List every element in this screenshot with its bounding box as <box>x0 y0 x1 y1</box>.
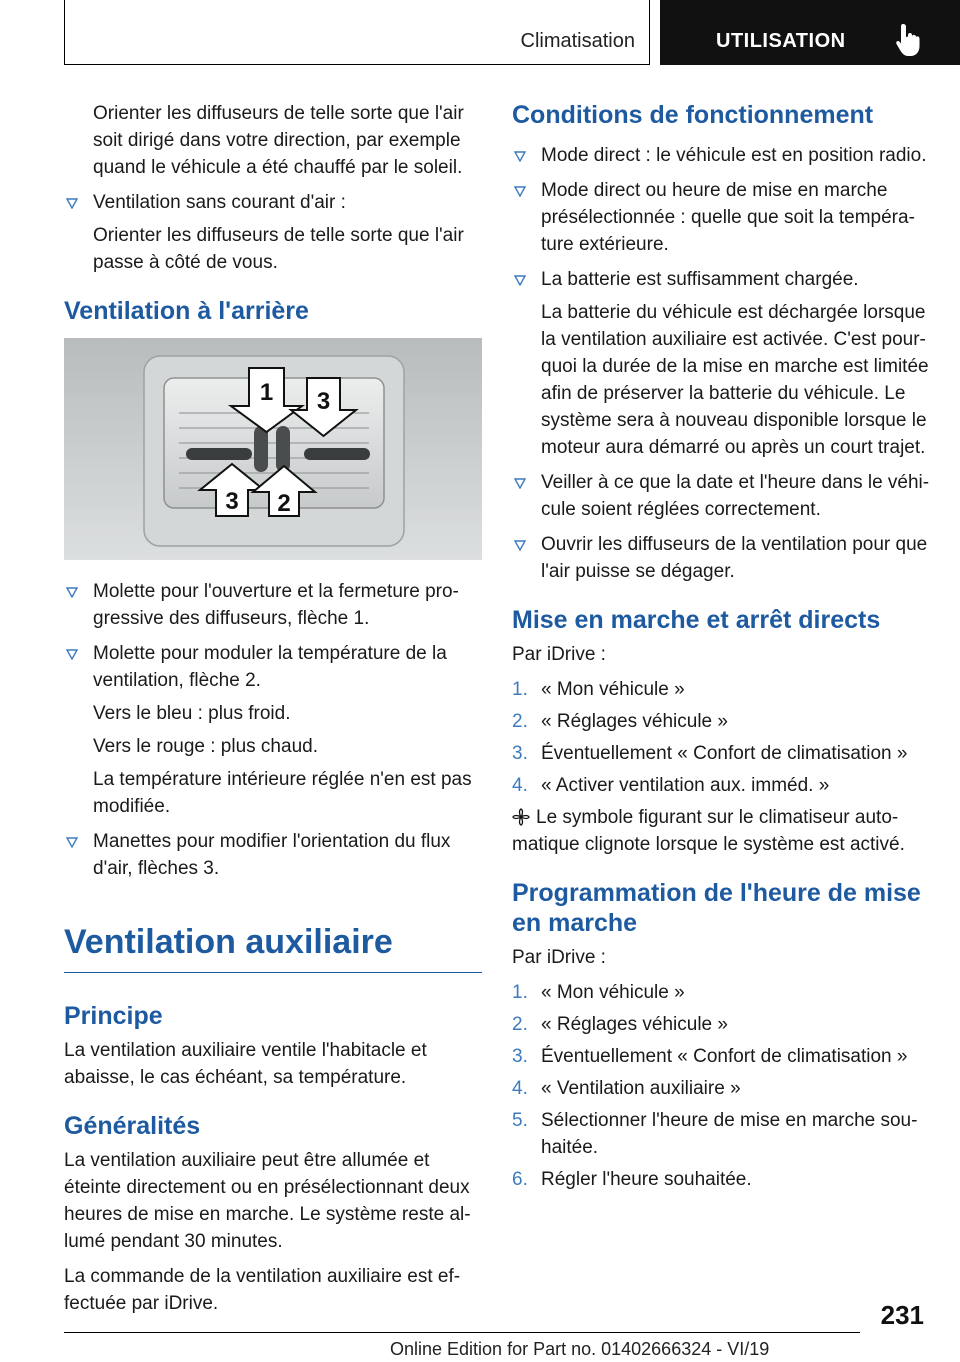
list-item <box>512 1075 930 1102</box>
step-number: 2. <box>512 711 528 732</box>
generalites-text: La commande de la ventilation auxiliaire est effectuée par iDrive. <box>64 1266 461 1314</box>
step-number: 4. <box>512 775 528 796</box>
step-text: « Réglages véhicule » <box>541 1014 728 1035</box>
step-text: « Activer ventilation aux. imméd. » <box>541 775 830 796</box>
list-item <box>64 189 482 276</box>
list-item <box>512 772 930 799</box>
figure-label: 1 <box>259 379 274 406</box>
right-column <box>512 100 930 1198</box>
principe-text: La ventilation auxiliaire ventile l'habitacle et abaisse, le cas échéant, sa température. <box>64 1040 427 1088</box>
symbol-note <box>512 804 930 858</box>
rear-vent-figure <box>64 338 482 560</box>
rear-ventilation-bullets <box>64 578 482 882</box>
rear-ventilation-heading: Ventilation à l'arrière <box>64 297 309 325</box>
triangle-bullet-icon <box>66 649 78 660</box>
direct-start-steps <box>512 676 930 799</box>
bullet-text: Ouvrir les diffuseurs de la ventilation pour que l'air puisse se dégager. <box>541 534 928 582</box>
triangle-bullet-icon <box>514 275 526 286</box>
figure-label: 2 <box>277 490 291 517</box>
header-section-box <box>64 0 650 65</box>
triangle-bullet-icon <box>66 198 78 209</box>
step-text: « Mon véhicule » <box>541 679 685 700</box>
list-item <box>64 578 482 632</box>
list-item <box>512 1107 930 1161</box>
step-text: Sélectionner l'heure de mise en marche souhaitée. <box>541 1110 918 1158</box>
bullet-text: Molette pour moduler la température de la ventilation, flèche 2. <box>93 643 447 691</box>
bullet-subtext: La batterie du véhicule est déchargée lorsque la ventilation auxiliaire est activée. C'est pourquoi la durée de la mise en marche est limitée afin de préserver la batterie du véhicule. Le système sera à nouveau disponible lorsque le moteur aura démarré ou après un court trajet. <box>541 302 929 458</box>
step-number: 2. <box>512 1014 528 1035</box>
bullet-text: La batterie est suffisamment chargée. <box>541 269 859 290</box>
step-text: Éventuellement « Confort de climatisation » <box>541 1046 908 1067</box>
programming-intro: Par iDrive : <box>512 947 606 968</box>
bullet-text: Molette pour l'ouverture et la fermeture progressive des diffuseurs, flèche 1. <box>93 581 459 629</box>
footer-divider <box>64 1332 860 1333</box>
list-item <box>512 740 930 767</box>
principe-heading: Principe <box>64 1002 163 1030</box>
list-item <box>512 142 930 169</box>
list-item <box>512 469 930 523</box>
bullet-text: Mode direct : le véhicule est en position radio. <box>541 145 927 166</box>
triangle-bullet-icon <box>66 837 78 848</box>
bullet-subtext: Vers le bleu : plus froid. <box>93 703 291 724</box>
list-item <box>512 676 930 703</box>
list-item <box>512 1043 930 1070</box>
header-chapter-box <box>660 0 960 65</box>
list-item <box>512 1011 930 1038</box>
step-number: 1. <box>512 982 528 1003</box>
step-text: « Mon véhicule » <box>541 982 685 1003</box>
generalites-heading: Généralités <box>64 1112 201 1140</box>
bullet-subtext: Orienter les diffuseurs de telle sorte que l'air passe à côté de vous. <box>93 225 464 273</box>
page-number: 231 <box>880 1300 924 1330</box>
list-item <box>512 531 930 585</box>
direct-start-heading: Mise en marche et arrêt directs <box>512 606 881 634</box>
bullet-text: Mode direct ou heure de mise en marche présélectionnée : quelle que soit la température extérieure. <box>541 180 915 255</box>
triangle-bullet-icon <box>66 587 78 598</box>
pointing-hand-icon <box>894 22 926 58</box>
figure-label: 3 <box>316 388 331 415</box>
step-number: 5. <box>512 1110 528 1131</box>
list-item <box>512 1166 930 1193</box>
step-number: 3. <box>512 1046 528 1067</box>
list-item <box>512 266 930 461</box>
left-column <box>64 100 482 1325</box>
header-chapter-title: UTILISATION <box>716 30 846 52</box>
direct-start-intro: Par iDrive : <box>512 644 606 665</box>
bullet-text: Ventilation sans courant d'air : <box>93 192 346 213</box>
continued-text: Orienter les diffuseurs de telle sorte que l'air soit dirigé dans votre direction, par exemple quand le véhicule a été chauffé par le soleil. <box>93 103 464 178</box>
step-number: 6. <box>512 1169 528 1190</box>
step-text: « Ventilation auxiliaire » <box>541 1078 741 1099</box>
list-item <box>64 828 482 882</box>
auxiliary-ventilation-heading: Ventilation auxiliaire <box>64 922 482 973</box>
bullet-text: Veiller à ce que la date et l'heure dans le véhicule soient réglées correctement. <box>541 472 930 520</box>
bullet-subtext: La température intérieure réglée n'en est pas modifiée. <box>93 769 472 817</box>
bullet-text: Manettes pour modifier l'orientation du flux d'air, flèches 3. <box>93 831 451 879</box>
step-number: 1. <box>512 679 528 700</box>
generalites-text: La ventilation auxiliaire peut être allumée et éteinte directement ou en présélectionnant deux heures de mise en marche. Le système reste allumé pendant 30 minutes. <box>64 1150 471 1252</box>
footer-edition: Online Edition for Part no. 01402666324 - VI/19 <box>390 1339 770 1359</box>
list-item <box>512 708 930 735</box>
conditions-heading: Conditions de fonctionnement <box>512 101 874 129</box>
step-number: 3. <box>512 743 528 764</box>
programming-heading: Programmation de l'heure de mise en marche <box>512 879 921 937</box>
header-section-title: Climatisation <box>520 30 635 52</box>
triangle-bullet-icon <box>514 540 526 551</box>
list-item <box>512 177 930 258</box>
symbol-note-text: Le symbole figurant sur le climatiseur automatique clignote lorsque le système est activé. <box>512 807 905 855</box>
step-number: 4. <box>512 1078 528 1099</box>
triangle-bullet-icon <box>514 151 526 162</box>
step-text: Régler l'heure souhaitée. <box>541 1169 752 1190</box>
figure-label: 3 <box>225 488 239 515</box>
bullet-subtext: Vers le rouge : plus chaud. <box>93 736 318 757</box>
step-text: Éventuellement « Confort de climatisation » <box>541 743 908 764</box>
triangle-bullet-icon <box>514 186 526 197</box>
list-item <box>512 979 930 1006</box>
conditions-bullets <box>512 142 930 585</box>
triangle-bullet-icon <box>514 478 526 489</box>
programming-steps <box>512 979 930 1193</box>
step-text: « Réglages véhicule » <box>541 711 728 732</box>
fan-icon <box>512 808 530 826</box>
list-item <box>64 640 482 820</box>
ventilation-bullets <box>64 189 482 276</box>
